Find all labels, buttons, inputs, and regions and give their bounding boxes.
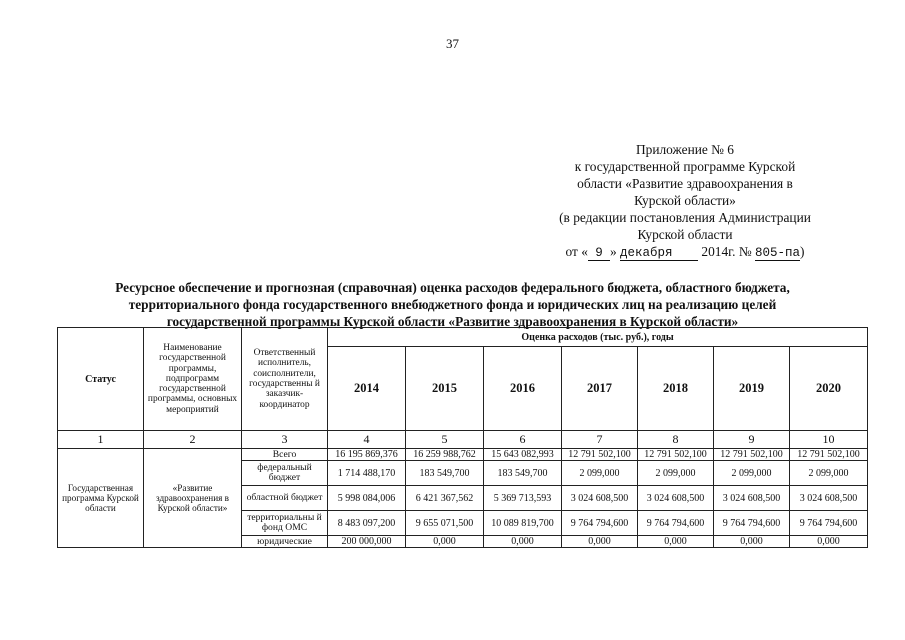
header-estimate: Оценка расходов (тыс. руб.), годы xyxy=(328,328,868,347)
header-year: 2016 xyxy=(484,347,562,431)
value-cell: 2 099,000 xyxy=(562,461,638,486)
appendix-line-3: области «Развитие здравоохранения в xyxy=(577,176,793,191)
column-number: 9 xyxy=(714,431,790,449)
value-cell: 0,000 xyxy=(714,536,790,548)
value-cell: 2 099,000 xyxy=(638,461,714,486)
source-cell: областной бюджет xyxy=(242,486,328,511)
value-cell: 183 549,700 xyxy=(484,461,562,486)
header-year: 2017 xyxy=(562,347,638,431)
column-number: 10 xyxy=(790,431,868,449)
value-cell: 0,000 xyxy=(484,536,562,548)
budget-table xyxy=(57,327,868,548)
source-cell: юридические xyxy=(242,536,328,548)
value-cell: 0,000 xyxy=(406,536,484,548)
value-cell: 12 791 502,100 xyxy=(562,449,638,461)
value-cell: 183 549,700 xyxy=(406,461,484,486)
date-close: ) xyxy=(799,244,805,259)
decree-number: 805-па xyxy=(754,246,800,260)
header-year: 2019 xyxy=(714,347,790,431)
appendix-line-1: Приложение № 6 xyxy=(635,142,735,157)
value-cell: 6 421 367,562 xyxy=(406,486,484,511)
document-heading xyxy=(40,279,865,330)
header-status: Статус xyxy=(58,328,144,431)
date-mid: » xyxy=(609,244,617,259)
header-year: 2018 xyxy=(638,347,714,431)
value-cell: 9 764 794,600 xyxy=(562,511,638,536)
value-cell: 16 259 988,762 xyxy=(406,449,484,461)
value-cell: 3 024 608,500 xyxy=(790,486,868,511)
header-year: 2015 xyxy=(406,347,484,431)
appendix-line-5: (в редакции постановления Администрации xyxy=(559,210,811,225)
value-cell: 16 195 869,376 xyxy=(328,449,406,461)
value-cell: 2 099,000 xyxy=(790,461,868,486)
value-cell: 3 024 608,500 xyxy=(638,486,714,511)
heading-line-1: Ресурсное обеспечение и прогнозная (справочная) оценка расходов федерального бюджета, областного бюджета, xyxy=(115,280,790,295)
date-prefix: от « xyxy=(565,244,588,259)
value-cell: 5 998 084,006 xyxy=(328,486,406,511)
value-cell: 1 714 488,170 xyxy=(328,461,406,486)
value-cell: 0,000 xyxy=(638,536,714,548)
value-cell: 2 099,000 xyxy=(714,461,790,486)
source-cell: территориальны й фонд ОМС xyxy=(242,511,328,536)
value-cell: 0,000 xyxy=(562,536,638,548)
date-day: 9 xyxy=(588,246,610,261)
appendix-line-4: Курской области» xyxy=(634,193,736,208)
value-cell: 10 089 819,700 xyxy=(484,511,562,536)
column-number: 2 xyxy=(144,431,242,449)
page-number: 37 xyxy=(446,36,459,51)
header-year: 2020 xyxy=(790,347,868,431)
date-month: декабря xyxy=(620,246,698,261)
column-number: 7 xyxy=(562,431,638,449)
column-number: 3 xyxy=(242,431,328,449)
source-cell: Всего xyxy=(242,449,328,461)
source-cell: федеральный бюджет xyxy=(242,461,328,486)
column-number: 4 xyxy=(328,431,406,449)
value-cell: 15 643 082,993 xyxy=(484,449,562,461)
column-number: 5 xyxy=(406,431,484,449)
column-number: 6 xyxy=(484,431,562,449)
heading-line-3: государственной программы Курской области «Развитие здравоохранения в Курской области» xyxy=(166,314,739,329)
value-cell: 12 791 502,100 xyxy=(638,449,714,461)
appendix-line-2: к государственной программе Курской xyxy=(574,159,796,174)
value-cell: 3 024 608,500 xyxy=(562,486,638,511)
table-row xyxy=(58,449,868,461)
value-cell: 0,000 xyxy=(790,536,868,548)
value-cell: 12 791 502,100 xyxy=(714,449,790,461)
program-name-cell: «Развитие здравоохранения в Курской области» xyxy=(144,449,242,548)
heading-line-2: территориального фонда государственного внебюджетного фонда и юридических лиц на реализацию целей xyxy=(128,297,777,312)
value-cell: 8 483 097,200 xyxy=(328,511,406,536)
appendix-line-6: Курской области xyxy=(637,227,733,242)
value-cell: 9 764 794,600 xyxy=(638,511,714,536)
column-number: 1 xyxy=(58,431,144,449)
header-responsible: Ответственный исполнитель, соисполнители, государственны й заказчик-координатор xyxy=(242,328,328,431)
appendix-block xyxy=(520,141,850,261)
status-cell: Государственная программа Курской области xyxy=(58,449,144,548)
value-cell: 200 000,000 xyxy=(328,536,406,548)
value-cell: 5 369 713,593 xyxy=(484,486,562,511)
header-year: 2014 xyxy=(328,347,406,431)
date-year: 2014г. № xyxy=(701,244,752,259)
value-cell: 9 764 794,600 xyxy=(790,511,868,536)
column-number: 8 xyxy=(638,431,714,449)
value-cell: 3 024 608,500 xyxy=(714,486,790,511)
value-cell: 12 791 502,100 xyxy=(790,449,868,461)
value-cell: 9 655 071,500 xyxy=(406,511,484,536)
value-cell: 9 764 794,600 xyxy=(714,511,790,536)
appendix-date-line xyxy=(520,243,850,261)
header-name: Наименование государственной программы, подпрограмм государственной программы, основных мероприятий xyxy=(144,328,242,431)
